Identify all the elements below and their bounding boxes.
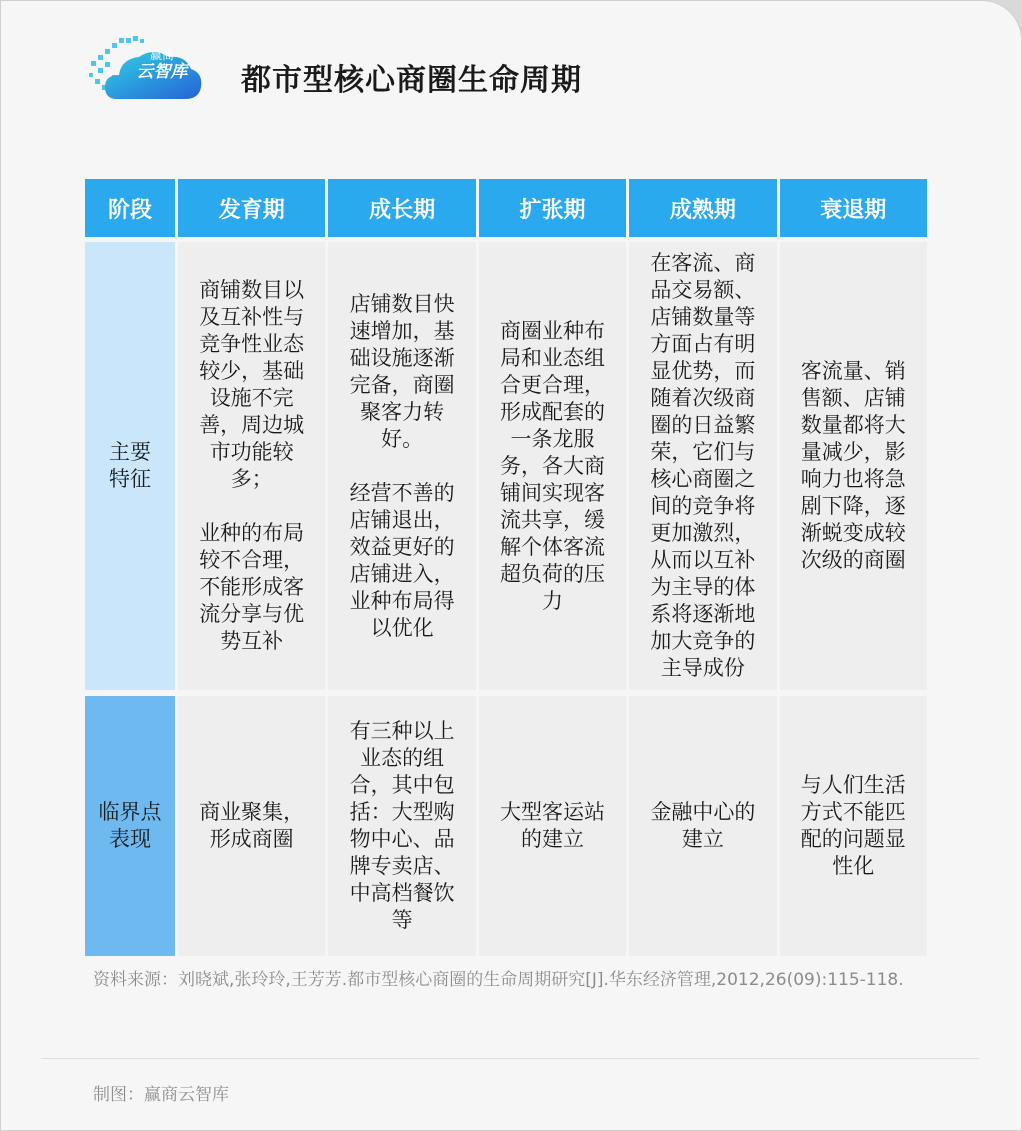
row-label-line: 主要 bbox=[109, 440, 151, 464]
table-cell bbox=[328, 690, 475, 956]
row-label-line: 特征 bbox=[109, 467, 151, 491]
cell-paragraph: 大型客运站的建立 bbox=[499, 800, 605, 851]
table-cell bbox=[629, 237, 776, 690]
cell-paragraph: 经营不善的店铺退出，效益更好的店铺进入，业种布局得以优化 bbox=[349, 480, 455, 640]
table-cell bbox=[479, 237, 626, 690]
row-label-line: 临界点 bbox=[98, 800, 162, 824]
cell-paragraph: 业种的布局较不合理，不能形成客流分享与优势互补 bbox=[199, 521, 305, 653]
row-label-features bbox=[85, 237, 175, 690]
table-row-features bbox=[85, 237, 927, 690]
column-header: 衰退期 bbox=[780, 179, 927, 237]
cell-paragraph: 与人们生活方式不能匹配的问题显性化 bbox=[800, 773, 906, 878]
row-label-critical-points bbox=[85, 690, 175, 956]
chart-credit: 制图：赢商云智库 bbox=[93, 1085, 229, 1105]
logo-line1: 赢商 bbox=[149, 48, 174, 62]
table-cell bbox=[629, 690, 776, 956]
cell-paragraph: 在客流、商品交易额、店铺数量等方面占有明显优势，而随着次级商圈的日益繁荣，它们与核心商圈之间的竞争将更加激烈，从而以互补为主导的体系将逐渐地加大竞争的主导成份 bbox=[650, 251, 756, 680]
column-header: 成长期 bbox=[328, 179, 475, 237]
row-label-line: 表现 bbox=[109, 827, 151, 851]
column-header: 扩张期 bbox=[479, 179, 626, 237]
cell-paragraph: 商业聚集，形成商圈 bbox=[199, 800, 305, 851]
source-citation: 资料来源：刘晓斌,张玲玲,王芳芳.都市型核心商圈的生命周期研究[J].华东经济管理,2012,26(09):115-118. bbox=[93, 970, 904, 990]
cell-paragraph: 有三种以上业态的组合，其中包括：大型购物中心、品牌专卖店、中高档餐饮等 bbox=[349, 719, 455, 932]
table-header-row bbox=[85, 179, 927, 237]
table-row-critical-points bbox=[85, 690, 927, 956]
column-header: 成熟期 bbox=[629, 179, 776, 237]
logo-text bbox=[121, 49, 203, 81]
cell-paragraph: 金融中心的建立 bbox=[650, 800, 756, 851]
logo bbox=[87, 35, 207, 107]
table-cell bbox=[178, 237, 325, 690]
footer-divider bbox=[41, 1058, 979, 1059]
page-title: 都市型核心商圈生命周期 bbox=[241, 63, 582, 98]
column-header: 阶段 bbox=[85, 179, 175, 237]
table-cell bbox=[328, 237, 475, 690]
lifecycle-table bbox=[82, 179, 930, 956]
cell-paragraph: 客流量、销售额、店铺数量都将大量减少，影响力也将急剧下降，逐渐蜕变成较次级的商圈 bbox=[800, 359, 906, 572]
cell-paragraph: 商铺数目以及互补性与竞争性业态较少，基础设施不完善，周边城市功能较多； bbox=[199, 278, 305, 491]
table-cell bbox=[178, 690, 325, 956]
cell-paragraph: 商圈业种布局和业态组合更合理，形成配套的一条龙服务，各大商铺间实现客流共享，缓解个体客流超负荷的压力 bbox=[499, 318, 605, 613]
table-cell bbox=[479, 690, 626, 956]
logo-line2: 云智库 bbox=[136, 62, 188, 82]
table-cell bbox=[780, 237, 927, 690]
column-header: 发育期 bbox=[178, 179, 325, 237]
table-cell bbox=[780, 690, 927, 956]
cell-paragraph: 店铺数目快速增加，基础设施逐渐完备，商圈聚客力转好。 bbox=[349, 291, 455, 451]
